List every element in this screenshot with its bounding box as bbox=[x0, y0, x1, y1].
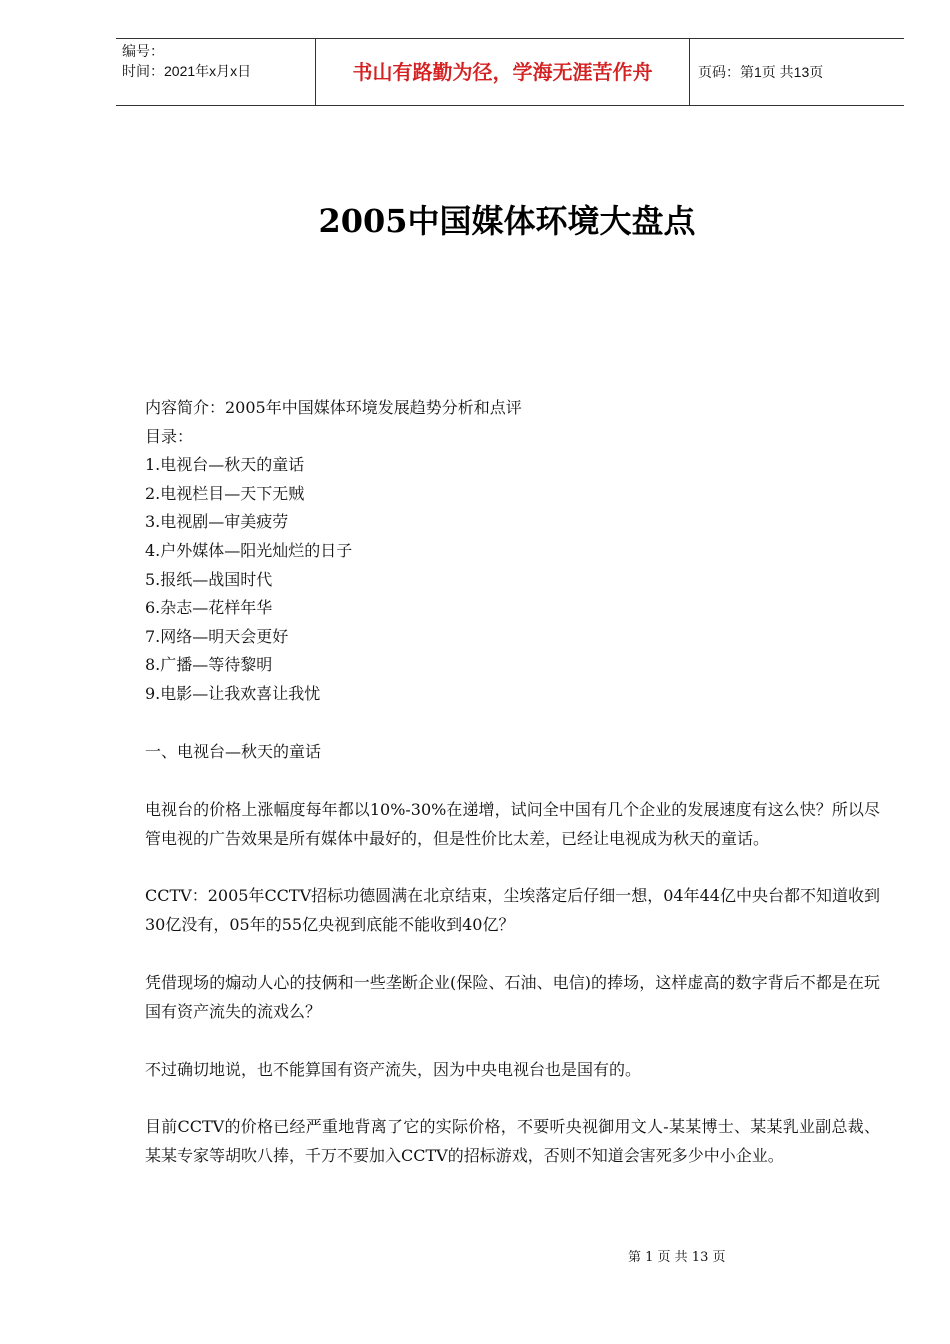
body-paragraph: 不过确切地说，也不能算国有资产流失，因为中央电视台也是国有的。 bbox=[145, 1059, 642, 1079]
toc-item: 7.网络—明天会更好 bbox=[145, 626, 289, 646]
intro-line: 内容简介：2005年中国媒体环境发展趋势分析和点评 bbox=[145, 398, 522, 417]
document-header bbox=[116, 38, 904, 106]
toc-item: 6.杂志—花样年华 bbox=[145, 598, 273, 618]
page-footer: 第 1 页 共 13 页 bbox=[628, 1250, 726, 1265]
section-heading: 一、电视台—秋天的童话 bbox=[145, 742, 322, 762]
toc-item: 4.户外媒体—阳光灿烂的日子 bbox=[145, 540, 353, 560]
header-page-info: 页码：第1页 共13页 bbox=[698, 64, 824, 80]
toc-item: 1.电视台—秋天的童话 bbox=[145, 455, 305, 475]
body-paragraph: 凭借现场的煽动人心的技俩和一些垄断企业(保险、石油、电信)的捧场，这样虚高的数字背后不都是在玩国有资产流失的流戏么？ bbox=[145, 972, 880, 1021]
body-paragraph: 目前CCTV的价格已经严重地背离了它的实际价格，不要听央视御用文人-某某博士、某某乳业副总裁、某某专家等胡吹八捧，千万不要加入CCTV的招标游戏，否则不知道会害死多少中小企业。 bbox=[145, 1117, 880, 1166]
toc-item: 9.电影—让我欢喜让我忧 bbox=[145, 683, 321, 703]
toc-item: 3.电视剧—审美疲劳 bbox=[145, 512, 289, 532]
toc-item: 5.报纸—战国时代 bbox=[145, 569, 273, 589]
document-body bbox=[145, 394, 880, 1199]
header-motto: 书山有路勤为径，学海无涯苦作舟 bbox=[316, 39, 690, 105]
header-meta-cell bbox=[116, 39, 316, 105]
time-label: 时间：2021年x月x日 bbox=[122, 63, 252, 79]
number-label: 编号： bbox=[122, 43, 164, 59]
toc-label: 目录： bbox=[145, 426, 194, 446]
toc-item: 2.电视栏目—天下无贼 bbox=[145, 483, 305, 503]
document-title: 2005中国媒体环境大盘点 bbox=[318, 202, 696, 240]
body-paragraph: CCTV：2005年CCTV招标功德圆满在北京结束，尘埃落定后仔细一想，04年44亿中央台都不知道收到30亿没有，05年的55亿央视到底能不能收到40亿？ bbox=[145, 886, 880, 935]
body-paragraph: 电视台的价格上涨幅度每年都以10%-30%在递增，试问全中国有几个企业的发展速度有这么快？所以尽管电视的广告效果是所有媒体中最好的，但是性价比太差，已经让电视成为秋天的童话。 bbox=[145, 799, 880, 848]
toc-item: 8.广播—等待黎明 bbox=[145, 655, 273, 675]
